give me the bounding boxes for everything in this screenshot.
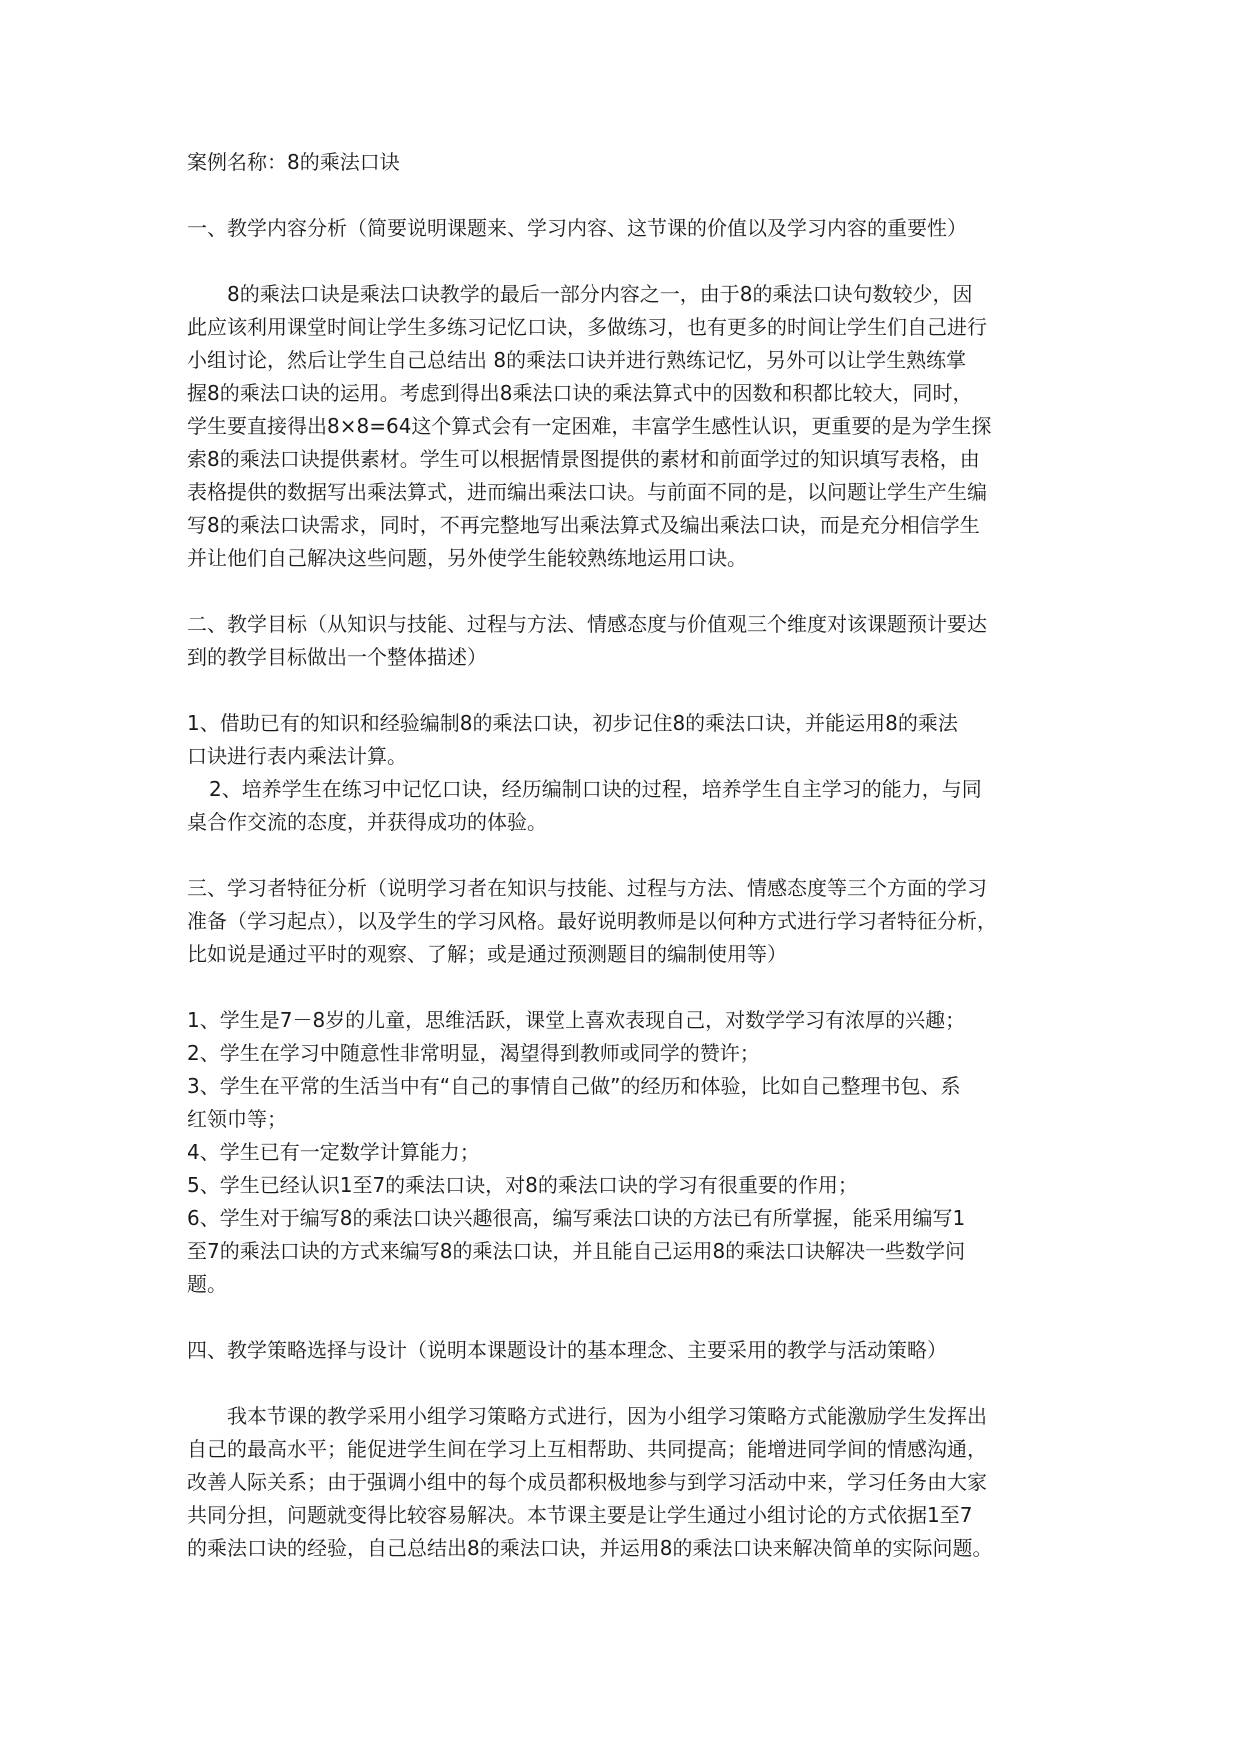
section-2-line: 口诀进行表内乘法计算。 (187, 744, 407, 768)
document-page (187, 146, 1057, 1565)
section-4-heading: 四、教学策略选择与设计（说明本课题设计的基本理念、主要采用的教学与活动策略） (187, 1338, 947, 1362)
section-1-line: 此应该利用课堂时间让学生多练习记忆口诀，多做练习，也有更多的时间让学生们自己进行 (187, 315, 987, 339)
section-1-line: 学生要直接得出8×8=64这个算式会有一定困难，丰富学生感性认识，更重要的是为学生探 (187, 414, 992, 438)
section-2-line: 2、培养学生在练习中记忆口诀，经历编制口诀的过程，培养学生自主学习的能力，与同 (209, 777, 982, 801)
section-4-line: 的乘法口诀的经验，自己总结出8的乘法口诀，并运用8的乘法口诀来解决简单的实际问题。 (187, 1536, 993, 1560)
section-3-line: 5、学生已经认识1至7的乘法口诀，对8的乘法口诀的学习有很重要的作用； (187, 1173, 858, 1197)
section-3-line: 题。 (187, 1272, 227, 1296)
section-1-line: 小组讨论，然后让学生自己总结出 8的乘法口诀并进行熟练记忆，另外可以让学生熟练掌 (187, 348, 967, 372)
section-2-line: 1、借助已有的知识和经验编制8的乘法口诀，初步记住8的乘法口诀，并能运用8的乘法 (187, 711, 958, 735)
section-3-heading: 准备（学习起点），以及学生的学习风格。最好说明教师是以何种方式进行学习者特征分析， (187, 909, 997, 933)
section-4-line: 改善人际关系；由于强调小组中的每个成员都积极地参与到学习活动中来，学习任务由大家 (187, 1470, 987, 1494)
section-3-line: 1、学生是7－8岁的儿童，思维活跃，课堂上喜欢表现自己，对数学学习有浓厚的兴趣； (187, 1008, 966, 1032)
section-3-line: 3、学生在平常的生活当中有“自己的事情自己做”的经历和体验，比如自己整理书包、系 (187, 1074, 961, 1098)
section-2-heading: 二、教学目标（从知识与技能、过程与方法、情感态度与价值观三个维度对该课题预计要达 (187, 612, 987, 636)
section-3-line: 至7的乘法口诀的方式来编写8的乘法口诀，并且能自己运用8的乘法口诀解决一些数学问 (187, 1239, 966, 1263)
section-2-heading: 到的教学目标做出一个整体描述） (187, 645, 487, 669)
section-4-line: 共同分担，问题就变得比较容易解决。本节课主要是让学生通过小组讨论的方式依据1至7 (187, 1503, 973, 1527)
section-2-line: 桌合作交流的态度，并获得成功的体验。 (187, 810, 547, 834)
section-1-line: 握8的乘法口诀的运用。考虑到得出8乘法口诀的乘法算式中的因数和积都比较大，同时， (187, 381, 973, 405)
section-1-line: 8的乘法口诀是乘法口诀教学的最后一部分内容之一，由于8的乘法口诀句数较少，因 (227, 282, 973, 306)
section-4-line: 自己的最高水平；能促进学生间在学习上互相帮助、共同提高；能增进同学间的情感沟通， (187, 1437, 987, 1461)
case-title: 案例名称：8的乘法口诀 (187, 150, 400, 174)
section-3-line: 2、学生在学习中随意性非常明显，渴望得到教师或同学的赞许； (187, 1041, 760, 1065)
section-1-line: 并让他们自己解决这些问题，另外使学生能较熟练地运用口诀。 (187, 546, 747, 570)
section-4-line: 我本节课的教学采用小组学习策略方式进行，因为小组学习策略方式能激励学生发挥出 (227, 1404, 987, 1428)
section-1-line: 索8的乘法口诀提供素材。学生可以根据情景图提供的素材和前面学过的知识填写表格，由 (187, 447, 980, 471)
section-3-heading: 三、学习者特征分析（说明学习者在知识与技能、过程与方法、情感态度等三个方面的学习 (187, 876, 987, 900)
section-3-heading: 比如说是通过平时的观察、了解；或是通过预测题目的编制使用等） (187, 942, 787, 966)
section-1-line: 写8的乘法口诀需求，同时，不再完整地写出乘法算式及编出乘法口诀，而是充分相信学生 (187, 513, 980, 537)
section-3-line: 红领巾等； (187, 1107, 287, 1131)
section-3-line: 6、学生对于编写8的乘法口诀兴趣很高，编写乘法口诀的方法已有所掌握，能采用编写1 (187, 1206, 966, 1230)
section-1-line: 表格提供的数据写出乘法算式，进而编出乘法口诀。与前面不同的是，以问题让学生产生编 (187, 480, 987, 504)
section-3-line: 4、学生已有一定数学计算能力； (187, 1140, 480, 1164)
section-1-heading: 一、教学内容分析（简要说明课题来、学习内容、这节课的价值以及学习内容的重要性） (187, 216, 967, 240)
